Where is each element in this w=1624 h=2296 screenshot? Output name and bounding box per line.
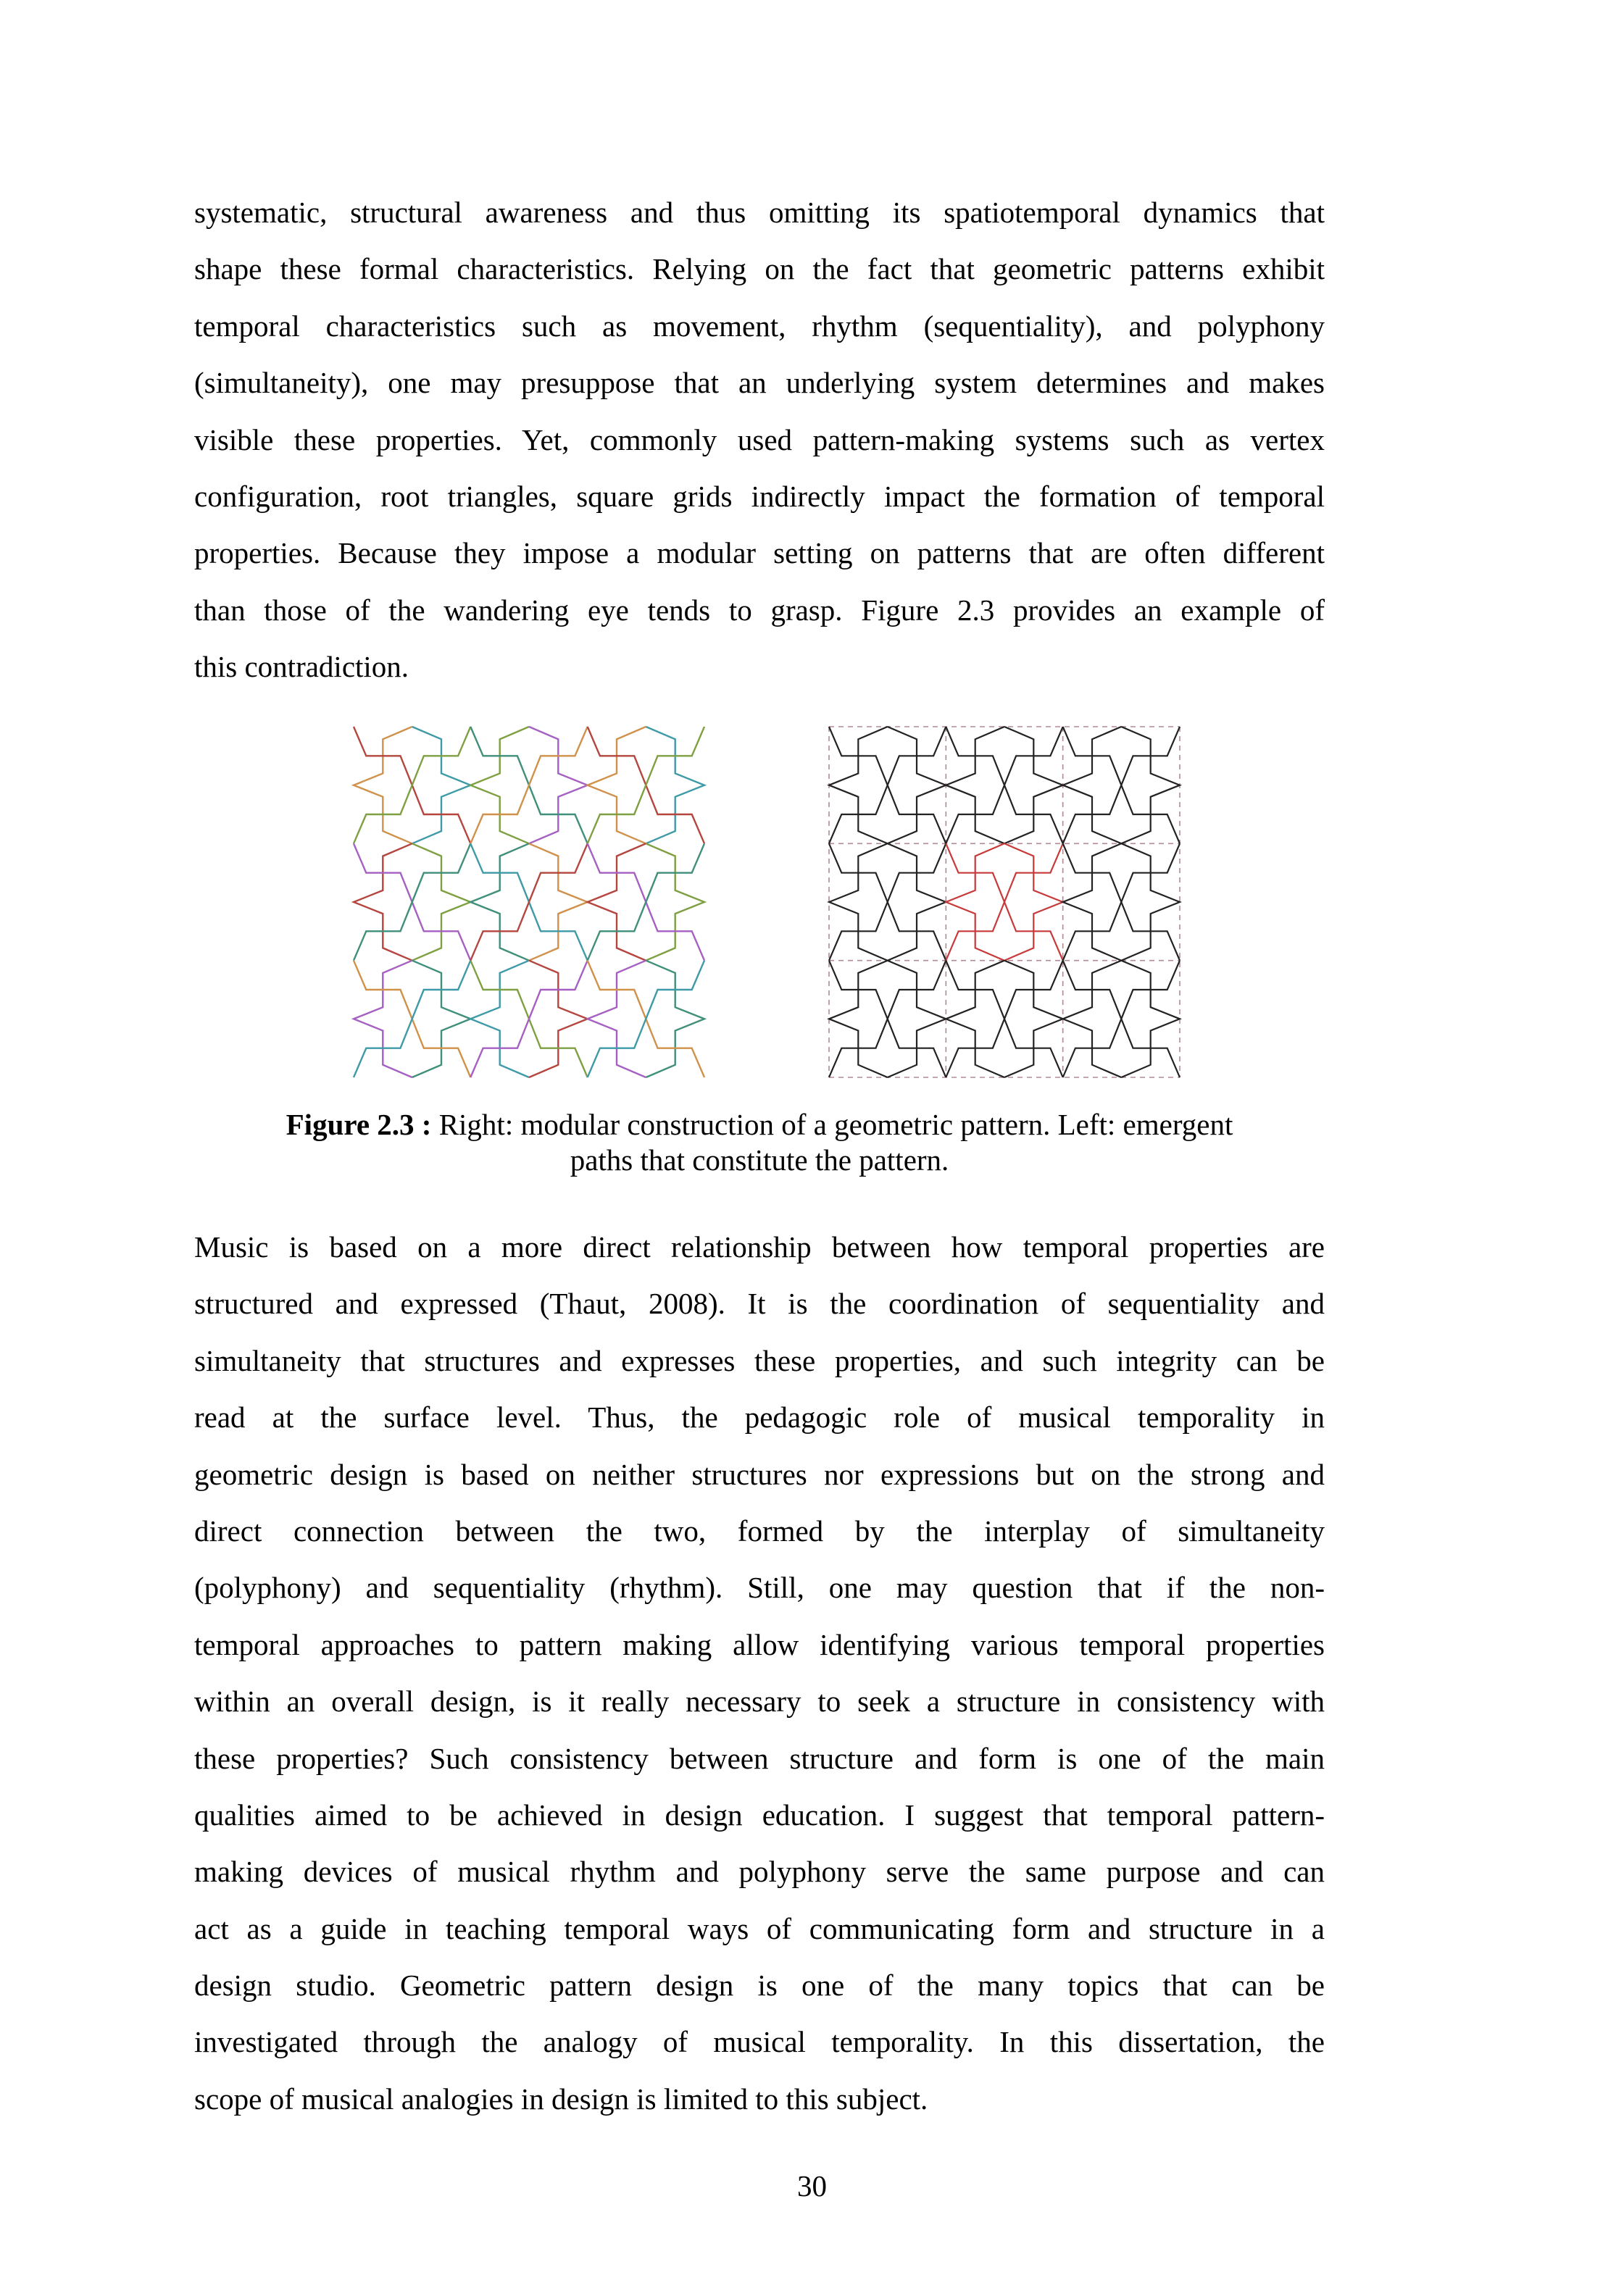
module-line — [829, 727, 888, 843]
module-line — [888, 961, 946, 1077]
emergent-path-segment — [646, 961, 704, 1077]
text-line: investigated through the analogy of musical temporality. In this dissertation, the — [194, 2025, 1325, 2059]
text-line: these properties? Such consistency between structure and form is one of the main — [194, 1741, 1325, 1775]
figure-right-modular-construction — [823, 721, 1186, 1083]
module-line — [829, 843, 946, 960]
text-line: this contradiction. — [194, 650, 409, 684]
module-line — [888, 843, 946, 960]
page-number: 30 — [797, 2169, 827, 2203]
emergent-path-segment — [529, 961, 588, 1077]
module-line — [1063, 961, 1122, 1077]
module-line — [1063, 843, 1180, 960]
body-paragraph-1 — [194, 184, 1325, 696]
text-line: qualities aimed to be achieved in design education. I suggest that temporal pattern- — [194, 1798, 1325, 1832]
text-line: within an overall design, is it really necessary to seek a structure in consistency with — [194, 1685, 1325, 1719]
emergent-path-segment — [354, 961, 470, 1077]
module-line — [829, 843, 888, 960]
emergent-path-segment — [470, 843, 587, 960]
module-line — [1004, 961, 1063, 1077]
module-line — [1004, 727, 1063, 843]
emergent-path-segment — [354, 727, 412, 843]
figure-caption — [194, 1107, 1325, 1178]
module-line — [1121, 843, 1180, 960]
emergent-path-segment — [646, 843, 704, 960]
text-line: (simultaneity), one may presuppose that an underlying system determines and makes — [194, 366, 1325, 400]
emergent-path-segment — [470, 727, 587, 843]
emergent-paths-pattern — [348, 721, 710, 1083]
module-line — [946, 961, 1062, 1077]
emergent-path-segment — [588, 727, 704, 843]
emergent-path-segment — [354, 961, 412, 1077]
emergent-path-segment — [470, 727, 529, 843]
text-line: than those of the wandering eye tends to grasp. Figure 2.3 provides an example of — [194, 593, 1325, 627]
emergent-path-segment — [470, 843, 529, 960]
caption-label: Figure 2.3 : — [286, 1108, 432, 1141]
text-line: visible these properties. Yet, commonly used pattern-making systems such as vertex — [194, 422, 1325, 456]
emergent-path-segment — [588, 843, 704, 960]
emergent-path-segment — [646, 727, 704, 843]
text-line: temporal approaches to pattern making allow identifying various temporal properties — [194, 1627, 1325, 1661]
text-line: systematic, structural awareness and thus omitting its spatiotemporal dynamics that — [194, 196, 1325, 229]
module-line — [946, 727, 1004, 843]
module-line — [1063, 727, 1122, 843]
text-line: direct connection between the two, formed by the interplay of simultaneity — [194, 1514, 1325, 1548]
text-line: structured and expressed (Thaut, 2008). It is the coordination of sequentiality and — [194, 1287, 1325, 1321]
emergent-path-segment — [354, 727, 470, 843]
caption-line-2: paths that constitute the pattern. — [570, 1143, 949, 1177]
text-line: Music is based on a more direct relationship between how temporal properties are — [194, 1230, 1325, 1264]
text-line: scope of musical analogies in design is limited to this subject. — [194, 2082, 928, 2116]
highlighted-module-line — [1004, 843, 1063, 960]
caption-text-1: Right: modular construction of a geometric pattern. Left: emergent — [431, 1108, 1233, 1141]
emergent-path-segment — [412, 961, 471, 1077]
caption-line-1 — [194, 1107, 1325, 1143]
module-line — [829, 961, 888, 1077]
emergent-path-segment — [354, 843, 470, 960]
module-line — [946, 727, 1062, 843]
module-line — [1121, 961, 1180, 1077]
text-line: temporal characteristics such as movement, rhythm (sequentiality), and polyphony — [194, 309, 1325, 343]
highlighted-module-line — [946, 843, 1062, 960]
module-line — [829, 727, 946, 843]
text-line: making devices of musical rhythm and polyphony serve the same purpose and can — [194, 1855, 1325, 1889]
module-line — [1063, 843, 1122, 960]
text-line: geometric design is based on neither structures nor expressions but on the strong and — [194, 1457, 1325, 1491]
emergent-path-segment — [529, 843, 588, 960]
figure-left-emergent-paths — [348, 721, 710, 1083]
text-line: design studio. Geometric pattern design is one of the many topics that can be — [194, 1969, 1325, 2003]
text-line: read at the surface level. Thus, the pedagogic role of musical temporality in — [194, 1400, 1325, 1435]
emergent-path-segment — [354, 843, 412, 960]
modular-construction-pattern — [823, 721, 1186, 1083]
module-line — [1063, 961, 1180, 1077]
text-line: configuration, root triangles, square grids indirectly impact the formation of temporal — [194, 479, 1325, 513]
emergent-path-segment — [588, 727, 646, 843]
module-line — [1063, 727, 1180, 843]
text-line: shape these formal characteristics. Relying on the fact that geometric patterns exhibit — [194, 252, 1325, 286]
emergent-path-segment — [470, 961, 529, 1077]
highlighted-module-line — [946, 843, 1004, 960]
emergent-path-segment — [529, 727, 588, 843]
text-line: properties. Because they impose a modular setting on patterns that are often different — [194, 536, 1325, 570]
text-line: act as a guide in teaching temporal ways of communicating form and structure in a — [194, 1911, 1325, 1945]
module-line — [1121, 727, 1180, 843]
emergent-path-segment — [412, 843, 471, 960]
module-line — [888, 727, 946, 843]
emergent-path-segment — [412, 727, 471, 843]
body-paragraph-2 — [194, 1219, 1325, 2127]
emergent-path-segment — [470, 961, 587, 1077]
emergent-path-segment — [588, 843, 646, 960]
text-line: (polyphony) and sequentiality (rhythm). Still, one may question that if the non- — [194, 1571, 1325, 1605]
emergent-path-segment — [588, 961, 646, 1077]
emergent-path-segment — [588, 961, 704, 1077]
module-line — [829, 961, 946, 1077]
module-line — [946, 961, 1004, 1077]
text-line: simultaneity that structures and expresses these properties, and such integrity can be — [194, 1343, 1325, 1377]
